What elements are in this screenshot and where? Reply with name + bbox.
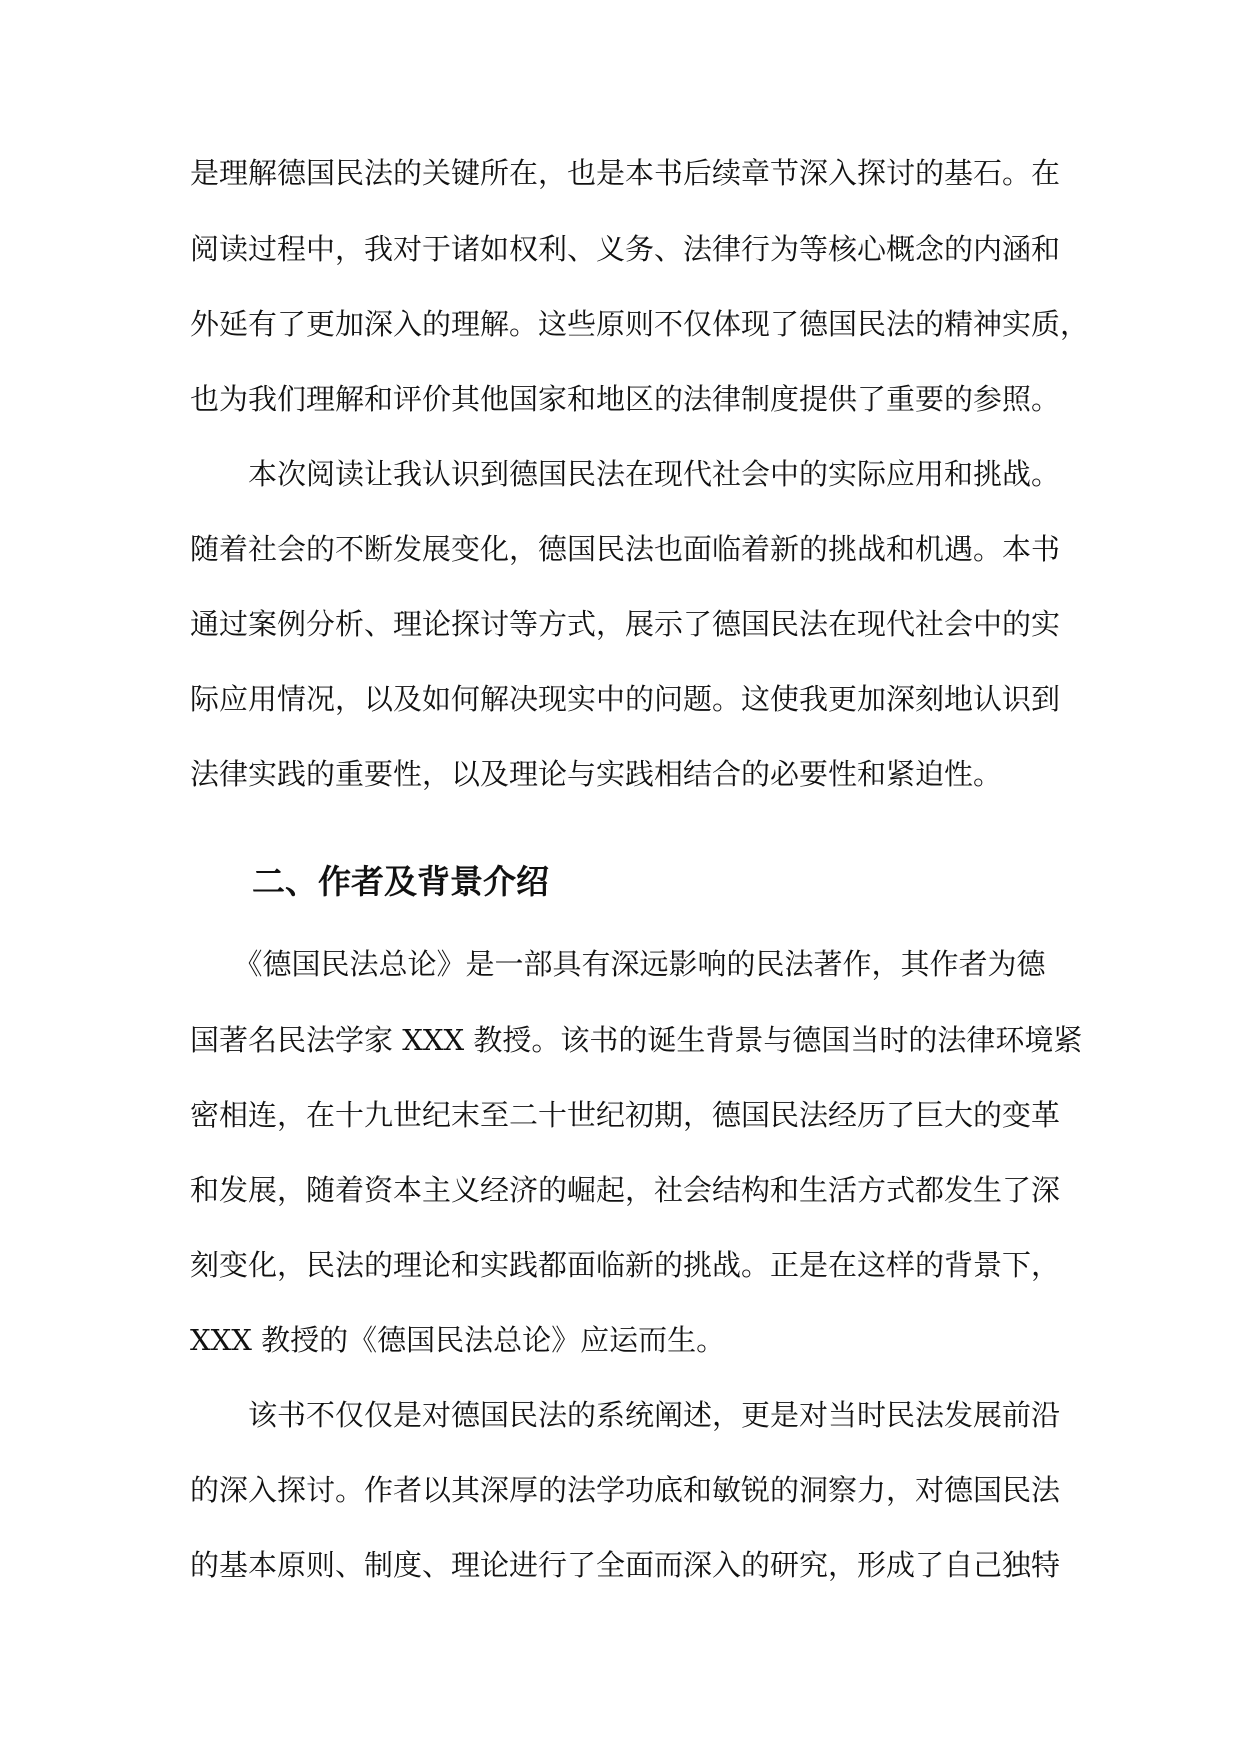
text-line: 刻变化，民法的理论和实践都面临新的挑战。正是在这样的背景下，	[190, 1248, 1061, 1282]
text-line: 该书不仅仅是对德国民法的系统阐述，更是对当时民法发展前沿	[190, 1398, 1061, 1432]
text-line: XXX 教授的《德国民法总论》应运而生。	[190, 1323, 726, 1357]
text-line: 本次阅读让我认识到德国民法在现代社会中的实际应用和挑战。	[190, 457, 1061, 491]
text-line: 的深入探讨。作者以其深厚的法学功底和敏锐的洞察力，对德国民法	[190, 1473, 1061, 1507]
text-line: 的基本原则、制度、理论进行了全面而深入的研究，形成了自己独特	[190, 1548, 1061, 1582]
text-line: 际应用情况，以及如何解决现实中的问题。这使我更加深刻地认识到	[190, 682, 1061, 716]
text-line: 是理解德国民法的关键所在，也是本书后续章节深入探讨的基石。在	[190, 156, 1061, 190]
text-line: 阅读过程中，我对于诸如权利、义务、法律行为等核心概念的内涵和	[190, 232, 1061, 266]
text-line: 法律实践的重要性，以及理论与实践相结合的必要性和紧迫性。	[190, 757, 1003, 791]
text-line: 《德国民法总论》是一部具有深远影响的民法著作，其作者为德	[190, 947, 1046, 981]
text-line: 国著名民法学家 XXX 教授。该书的诞生背景与德国当时的法律环境紧	[190, 1023, 1083, 1057]
text-line: 和发展，随着资本主义经济的崛起，社会结构和生活方式都发生了深	[190, 1173, 1061, 1207]
text-line: 通过案例分析、理论探讨等方式，展示了德国民法在现代社会中的实	[190, 607, 1061, 641]
text-line: 随着社会的不断发展变化，德国民法也面临着新的挑战和机遇。本书	[190, 532, 1061, 566]
text-line: 外延有了更加深入的理解。这些原则不仅体现了德国民法的精神实质，	[190, 307, 1090, 341]
text-line: 也为我们理解和评价其他国家和地区的法律制度提供了重要的参照。	[190, 382, 1061, 416]
text-line: 密相连，在十九世纪末至二十世纪初期，德国民法经历了巨大的变革	[190, 1098, 1061, 1132]
section-heading: 二、作者及背景介绍	[252, 862, 549, 901]
